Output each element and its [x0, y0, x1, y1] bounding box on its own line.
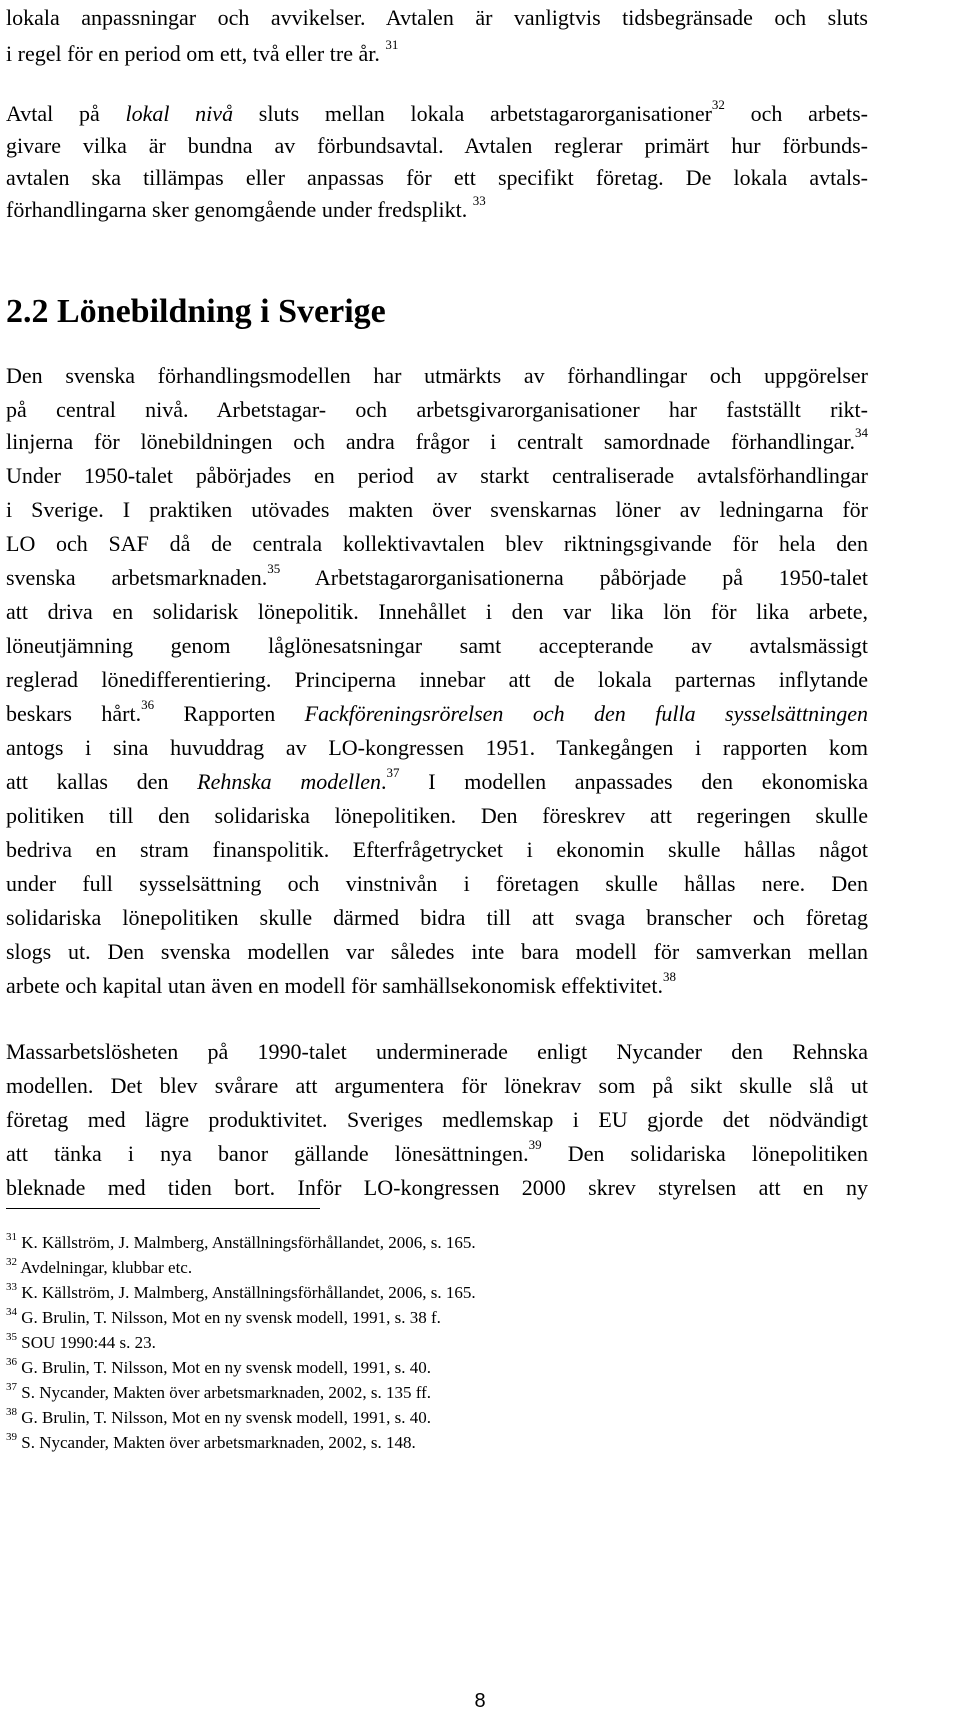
footnote-text: G. Brulin, T. Nilsson, Mot en ny svensk modell, 1991, s. 38 f. [17, 1308, 441, 1327]
body-line: företag med lägre produktivitet. Sveriges medlemskap i EU gjorde det nödvändigt [6, 1107, 868, 1132]
section-heading: 2.2 Lönebildning i Sverige [6, 293, 386, 330]
body-line: svenska arbetsmarknaden.$^{35}$ Arbetstagarorganisationerna påbörjade på 1950-talet [6, 561, 869, 590]
body-line: att driva en solidarisk lönepolitik. Innehållet i den var lika lön för lika arbete, [6, 599, 868, 624]
body-line: i regel för en period om ett, två eller tre år. $^{31}$ [6, 37, 399, 66]
page-number: 8 [474, 1690, 486, 1712]
body-line: Avtal på lokal nivå sluts mellan lokala arbetstagarorganisationer$^{32}$ och arbets- [6, 97, 869, 126]
footnote-ref[interactable]: 32 [711, 97, 725, 112]
footnote-ref[interactable]: 37 [386, 765, 400, 780]
footnote-text: S. Nycander, Makten över arbetsmarknaden, 2002, s. 135 ff. [17, 1383, 431, 1402]
footnote [6, 1232, 476, 1254]
footnote-number: 32 [6, 1256, 17, 1268]
footnote-ref[interactable]: 35 [267, 561, 281, 576]
body-line: modellen. Det blev svårare att argumentera för lönekrav som på sikt skulle slå ut [6, 1073, 868, 1098]
body-line: slogs ut. Den svenska modellen var således inte bara modell för samverkan mellan [6, 939, 868, 964]
footnote [6, 1357, 431, 1379]
body-line: linjerna för lönebildningen och andra frågor i centralt samordnade förhandlingar.$^{34}$ [6, 425, 868, 454]
body-line: löneutjämning genom låglönesatsningar samt accepterande av avtalsmässigt [6, 633, 868, 658]
body-line: politiken till den solidariska lönepolitiken. Den föreskrev att regeringen skulle [6, 803, 868, 828]
body-line: i Sverige. I praktiken utövades makten över svenskarnas löner av ledningarna för [6, 497, 868, 522]
footnote-ref[interactable]: 33 [472, 193, 486, 208]
body-line: reglerad lönedifferentiering. Principerna innebar att de lokala parternas inflytande [6, 667, 868, 692]
footnote-ref[interactable]: 34 [855, 425, 868, 440]
body-line: Under 1950-talet påbörjades en period av starkt centraliserade avtalsförhandlingar [6, 463, 868, 488]
body-line: på central nivå. Arbetstagar- och arbetsgivarorganisationer har fastställt rikt- [6, 397, 868, 422]
footnote-number: 34 [6, 1306, 17, 1318]
footnote-number: 35 [6, 1331, 17, 1343]
footnote-text: G. Brulin, T. Nilsson, Mot en ny svensk modell, 1991, s. 40. [17, 1358, 431, 1377]
body-line: antogs i sina huvuddrag av LO-kongressen 1951. Tankegången i rapporten kom [6, 735, 868, 760]
footnote-number: 31 [6, 1231, 17, 1243]
body-line: att tänka i nya banor gällande lönesättningen.$^{39}$ Den solidariska lönepolitiken [6, 1137, 869, 1166]
footnote-ref[interactable]: 31 [385, 37, 399, 52]
footnote [6, 1382, 431, 1404]
footnote [6, 1257, 192, 1279]
body-line: arbete och kapital utan även en modell för samhällsekonomisk effektivitet.$^{38}$ [6, 969, 676, 998]
body-line: avtalen ska tillämpas eller anpassas för ett specifikt företag. De lokala avtals- [6, 165, 868, 190]
body-line: förhandlingarna sker genomgående under fredsplikt. $^{33}$ [6, 193, 486, 222]
body-line: lokala anpassningar och avvikelser. Avtalen är vanligtvis tidsbegränsade och sluts [6, 5, 868, 30]
footnote-number: 38 [6, 1406, 17, 1418]
body-line: LO och SAF då de centrala kollektivavtalen blev riktningsgivande för hela den [6, 531, 868, 556]
footnote-divider [6, 1208, 320, 1209]
footnote-ref[interactable]: 38 [662, 969, 676, 984]
footnote [6, 1332, 156, 1354]
body-line: solidariska lönepolitiken skulle därmed bidra till att svaga branscher och företag [6, 905, 868, 930]
body-line: Den svenska förhandlingsmodellen har utmärkts av förhandlingar och uppgörelser [6, 363, 868, 388]
footnote [6, 1307, 441, 1329]
footnote-text: K. Källström, J. Malmberg, Anställningsförhållandet, 2006, s. 165. [17, 1233, 476, 1252]
footnote-ref[interactable]: 39 [528, 1137, 542, 1152]
footnote-ref[interactable]: 36 [141, 697, 155, 712]
body-line: bleknade med tiden bort. Inför LO-kongressen 2000 skrev styrelsen att en ny [6, 1175, 868, 1200]
footnote-text: Avdelningar, klubbar etc. [17, 1258, 193, 1277]
body-line: bedriva en stram finanspolitik. Efterfrågetrycket i ekonomin skulle hållas något [6, 837, 868, 862]
footnote-number: 33 [6, 1281, 17, 1293]
footnote-text: SOU 1990:44 s. 23. [17, 1333, 156, 1352]
footnote [6, 1432, 416, 1454]
body-line: Massarbetslösheten på 1990-talet underminerade enligt Nycander den Rehnska [6, 1039, 868, 1064]
footnote-text: K. Källström, J. Malmberg, Anställningsförhållandet, 2006, s. 165. [17, 1283, 476, 1302]
footnote-text: S. Nycander, Makten över arbetsmarknaden, 2002, s. 148. [17, 1433, 416, 1452]
footnote-text: G. Brulin, T. Nilsson, Mot en ny svensk modell, 1991, s. 40. [17, 1408, 431, 1427]
footnote [6, 1282, 476, 1304]
body-line: beskars hårt.$^{36}$ Rapporten Fackföreningsrörelsen och den fulla sysselsättningen [6, 697, 868, 726]
body-line: under full sysselsättning och vinstnivån i företagen skulle hållas nere. Den [6, 871, 868, 896]
footnote-number: 36 [6, 1356, 17, 1368]
footnote-number: 39 [6, 1431, 17, 1443]
body-line: givare vilka är bundna av förbundsavtal. Avtalen reglerar primärt hur förbunds- [6, 133, 868, 158]
footnote-number: 37 [6, 1381, 17, 1393]
body-line: att kallas den Rehnska modellen.$^{37}$ I modellen anpassades den ekonomiska [6, 765, 869, 794]
footnote [6, 1407, 431, 1429]
